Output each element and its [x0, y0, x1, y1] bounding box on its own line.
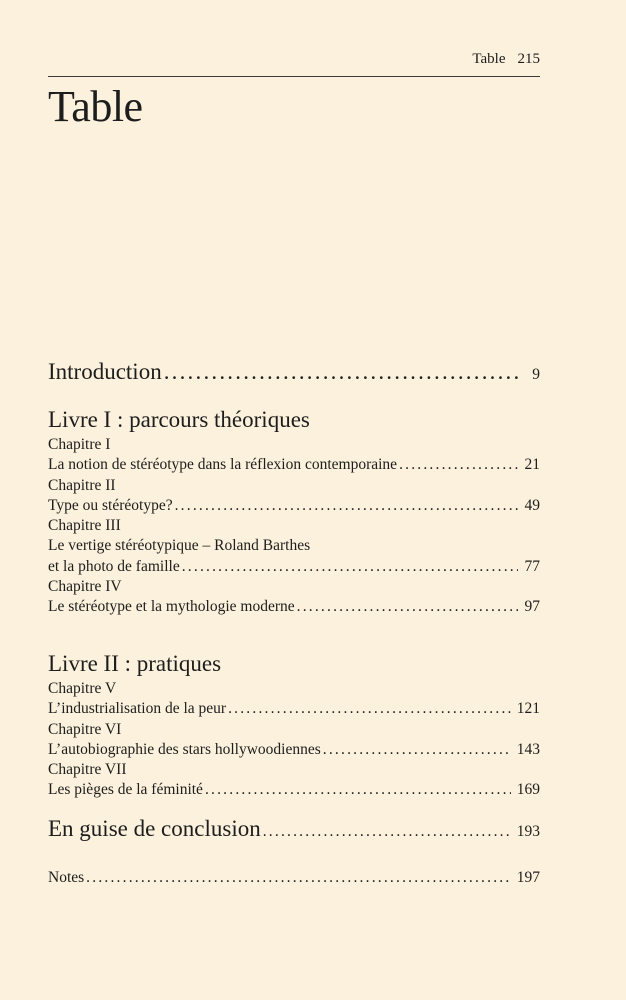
toc-notes	[48, 868, 540, 888]
dot-leader	[323, 740, 511, 760]
entry-page: 77	[524, 557, 540, 575]
toc-entry-chapter-7	[48, 780, 540, 800]
toc-entry-chapter-5	[48, 699, 540, 719]
toc-entry-introduction	[48, 358, 540, 386]
entry-title: et la photo de famille	[48, 557, 180, 575]
entry-title: L’autobiographie des stars hollywoodiennes	[48, 740, 321, 758]
toc-entry-chapter-6	[48, 740, 540, 760]
chapter-1-label: Chapitre I	[48, 436, 111, 453]
entry-page: 193	[516, 823, 540, 840]
chapter-2-label: Chapitre II	[48, 476, 116, 494]
entry-title: En guise de conclusion	[48, 816, 261, 841]
dot-leader	[205, 780, 511, 800]
toc-introduction	[48, 358, 540, 386]
entry-page: 143	[516, 740, 540, 758]
entry-page: 169	[516, 781, 540, 799]
toc-entry-chapter-4	[48, 597, 540, 617]
chapter-6-label: Chapitre VI	[48, 720, 122, 738]
toc-entry-chapter-3	[48, 557, 540, 577]
dot-leader	[164, 358, 518, 386]
toc-entry-notes	[48, 868, 540, 888]
livre-1-heading: Livre I : parcours théoriques	[48, 407, 310, 432]
chapter-4-label: Chapitre IV	[48, 578, 122, 596]
dot-leader	[263, 822, 511, 842]
entry-title: Notes	[48, 869, 85, 886]
dot-leader	[297, 597, 518, 617]
chapter-7-label: Chapitre VII	[48, 761, 127, 779]
chapter-5-label: Chapitre V	[48, 680, 117, 697]
toc-entry-conclusion	[48, 815, 540, 843]
header-rule	[48, 76, 540, 77]
entry-page: 97	[524, 598, 540, 616]
running-header-page-number: 215	[517, 51, 540, 67]
dot-leader	[228, 699, 511, 719]
entry-title: Les pièges de la féminité	[48, 781, 203, 799]
entry-title: L’industrialisation de la peur	[48, 700, 227, 718]
entry-page: 9	[532, 366, 540, 383]
toc-livre-2	[48, 650, 540, 801]
dot-leader	[86, 868, 511, 888]
entry-page: 197	[516, 869, 540, 886]
dot-leader	[175, 496, 518, 516]
toc-conclusion	[48, 815, 540, 843]
chapter-3-title-line-1: Le vertige stéréotypique – Roland Barthes	[48, 537, 311, 555]
entry-title: Introduction	[48, 359, 162, 384]
dot-leader	[399, 455, 518, 475]
dot-leader	[182, 557, 518, 577]
toc-entry-chapter-1	[48, 455, 540, 475]
entry-page: 49	[524, 496, 540, 514]
entry-title: Type ou stéréotype?	[48, 496, 173, 514]
chapter-3-label: Chapitre III	[48, 517, 121, 535]
entry-title: Le stéréotype et la mythologie moderne	[48, 598, 295, 616]
livre-2-heading: Livre II : pratiques	[48, 651, 222, 676]
entry-page: 121	[516, 700, 540, 718]
toc-livre-1	[48, 406, 540, 618]
toc-entry-chapter-2	[48, 496, 540, 516]
running-header-section: Table	[472, 51, 506, 67]
page-title: Table	[48, 82, 143, 131]
entry-title: La notion de stéréotype dans la réflexion contemporaine	[48, 456, 398, 474]
running-header	[48, 48, 540, 70]
entry-page: 21	[524, 456, 540, 474]
